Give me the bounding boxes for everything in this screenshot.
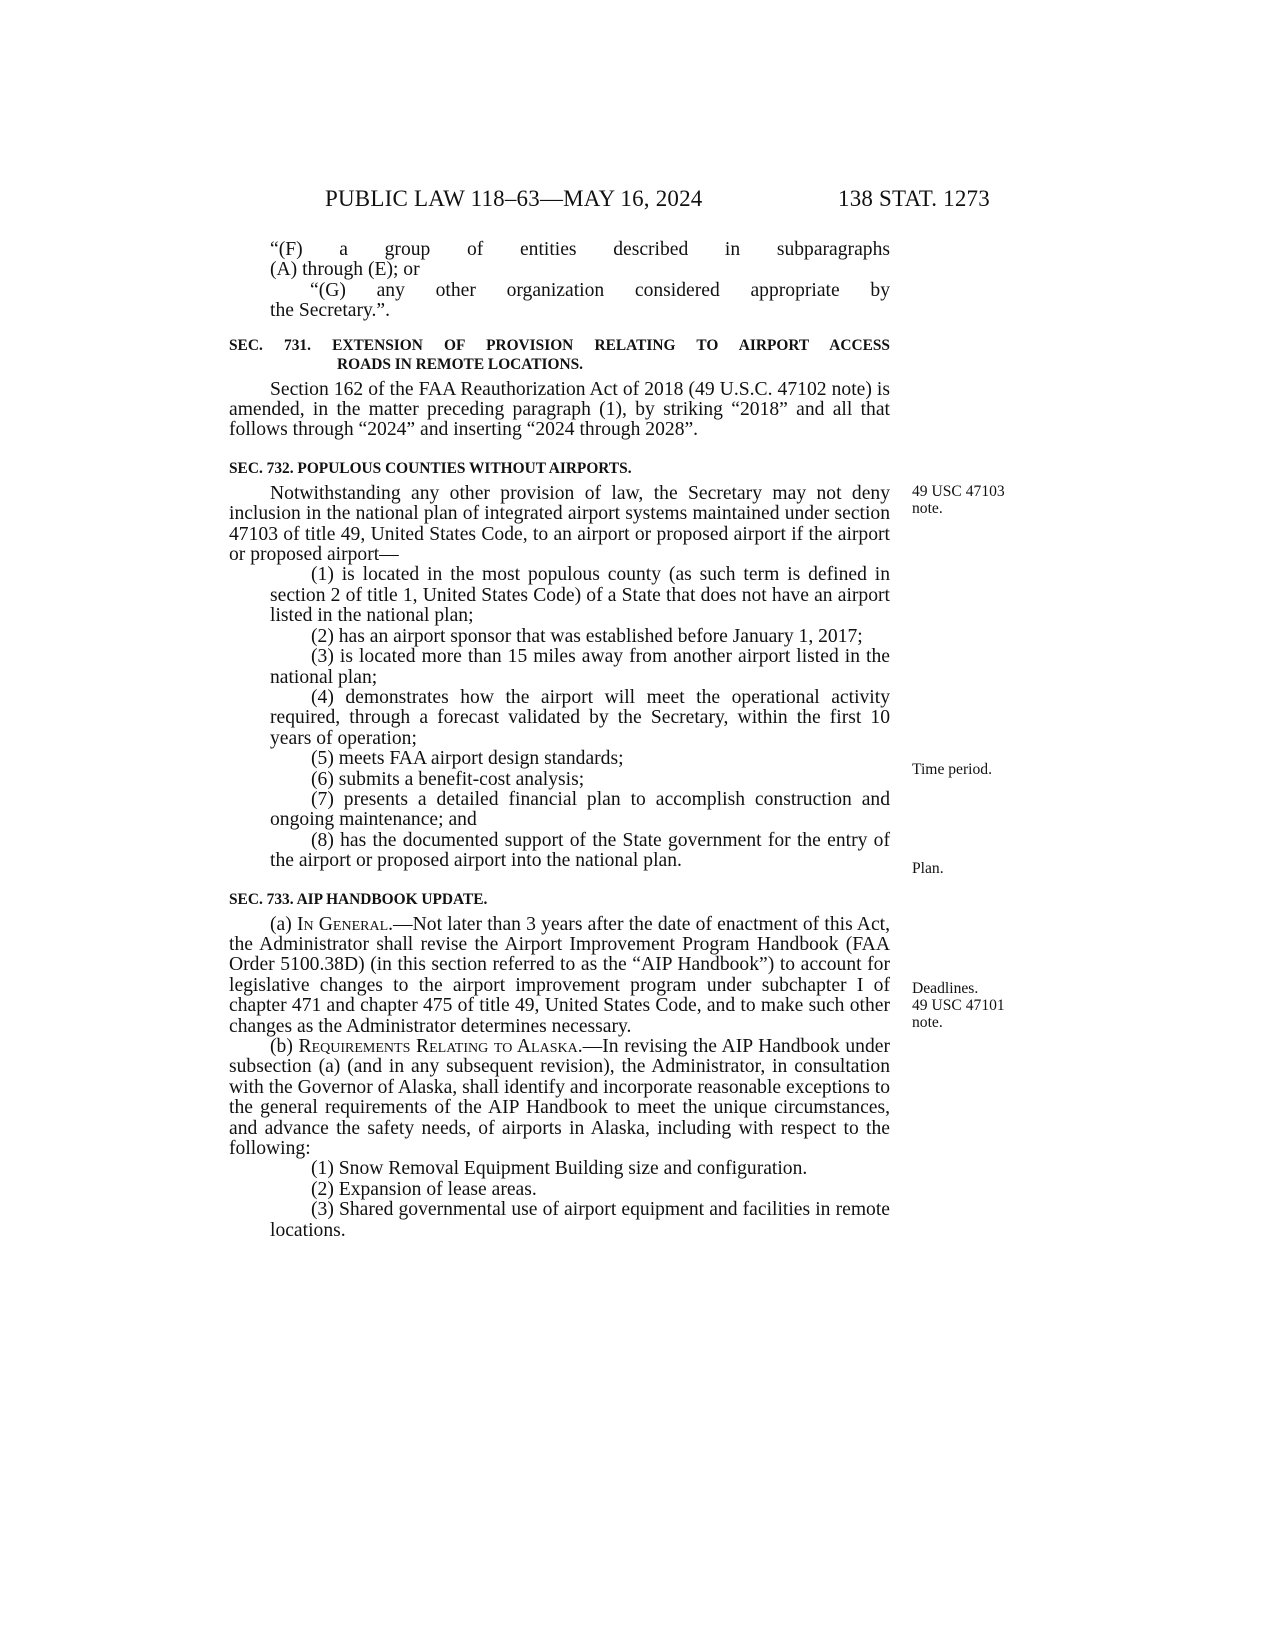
sec733-item-2: (2) Expansion of lease areas. bbox=[311, 1178, 537, 1200]
sec733-heading: SEC. 733. AIP HANDBOOK UPDATE. bbox=[229, 890, 488, 908]
para-G bbox=[229, 281, 890, 322]
sec732-item-5: (5) meets FAA airport design standards; bbox=[311, 748, 624, 770]
sec731-body: Section 162 of the FAA Reauthorization Act of 2018 (49 U.S.C. 47102 note) is amended, in the matter preceding paragraph (1), by striking “2018” and all that follows through “2024” and inserting “2024 through 2028”. bbox=[229, 378, 890, 441]
subsection-b-body: .—In revising the AIP Handbook under subsection (a) (and in any subsequent revision), the Administrator, in consultation with the Governor of Alaska, shall identify and incorporate reasonable exceptions to the general requirements of the AIP Handbook to meet the unique circumstances, and advance the safety needs, of airports in Alaska, including with respect to the following: bbox=[229, 1036, 890, 1160]
margin-note-49usc47103-line1: 49 USC 47103 bbox=[912, 483, 1005, 500]
sec732-item-6: (6) submits a benefit-cost analysis; bbox=[311, 768, 585, 790]
sec732-item-3: (3) is located more than 15 miles away from another airport listed in the national plan; bbox=[270, 646, 890, 688]
margin-note-deadlines-line3: note. bbox=[912, 1014, 943, 1031]
margin-note-deadlines-line1: Deadlines. bbox=[912, 980, 979, 997]
sec732-heading: SEC. 732. POPULOUS COUNTIES WITHOUT AIRPORTS. bbox=[229, 459, 632, 477]
margin-note-plan: Plan. bbox=[912, 860, 944, 877]
para-G-line1: “(G) any other organization considered appropriate by bbox=[310, 279, 890, 301]
margin-note-deadlines bbox=[912, 980, 1005, 1031]
margin-note-49usc47103 bbox=[912, 483, 1005, 517]
para-G-line2: the Secretary.”. bbox=[270, 300, 391, 322]
sec733-subsection-a bbox=[229, 915, 890, 1037]
margin-note-deadlines-line2: 49 USC 47101 bbox=[912, 997, 1005, 1014]
margin-note-time-period: Time period. bbox=[912, 761, 992, 778]
sec731-heading bbox=[229, 336, 890, 374]
sec733-list bbox=[229, 1159, 890, 1241]
margin-note-49usc47103-line2: note. bbox=[912, 500, 943, 517]
sec731-heading-line1: SEC. 731. EXTENSION OF PROVISION RELATING TO AIRPORT ACCESS bbox=[229, 336, 890, 354]
main-text-column bbox=[229, 240, 890, 1241]
subsection-a-caption: In General bbox=[296, 913, 389, 935]
para-F-line1: “(F) a group of entities described in subparagraphs bbox=[270, 239, 890, 260]
sec732-list bbox=[229, 565, 890, 871]
subsection-a-body: .—Not later than 3 years after the date of enactment of this Act, the Administrator shall revise the Airport Improvement Program Handbook (FAA Order 5100.38D) (in this section referred to as the “AIP Handbook”) to account for legislative changes to the airport improvement program under subchapter I of chapter 471 and chapter 475 of title 49, United States Code, and to make such other changes as the Administrator determines necessary. bbox=[229, 913, 890, 1037]
sec732-item-1: (1) is located in the most populous county (as such term is defined in section 2 of title 1, United States Code) of a State that does not have an airport listed in the national plan; bbox=[270, 564, 890, 627]
sec732-item-4: (4) demonstrates how the airport will meet the operational activity required, through a forecast validated by the Secretary, within the first 10 years of operation; bbox=[270, 686, 890, 749]
page-stat-number: 138 STAT. 1273 bbox=[838, 186, 990, 211]
sec733-item-1: (1) Snow Removal Equipment Building size and configuration. bbox=[311, 1158, 808, 1180]
sec733-item-3: (3) Shared governmental use of airport equipment and facilities in remote locations. bbox=[270, 1199, 890, 1241]
sec731-heading-line2: ROADS IN REMOTE LOCATIONS. bbox=[337, 355, 584, 373]
para-F bbox=[229, 240, 890, 281]
sec732-item-7: (7) presents a detailed financial plan to accomplish construction and ongoing maintenance; and bbox=[270, 788, 890, 831]
sec732-item-8: (8) has the documented support of the State government for the entry of the airport or proposed airport into the national plan. bbox=[270, 829, 890, 872]
running-header-title: PUBLIC LAW 118–63—MAY 16, 2024 bbox=[325, 186, 703, 211]
para-F-line2: (A) through (E); or bbox=[270, 259, 420, 281]
subsection-b-label: (b) bbox=[270, 1036, 299, 1057]
sec732-intro: Notwithstanding any other provision of law, the Secretary may not deny inclusion in the national plan of integrated airport systems maintained under section 47103 of title 49, United States Code, to an airport or proposed airport if the airport or proposed airport— bbox=[229, 482, 890, 566]
subsection-a-label: (a) bbox=[270, 913, 297, 935]
subsection-b-caption: Requirements Relating to Alaska bbox=[298, 1036, 578, 1057]
sec732-item-2: (2) has an airport sponsor that was established before January 1, 2017; bbox=[311, 625, 863, 647]
sec733-subsection-b bbox=[229, 1037, 890, 1159]
